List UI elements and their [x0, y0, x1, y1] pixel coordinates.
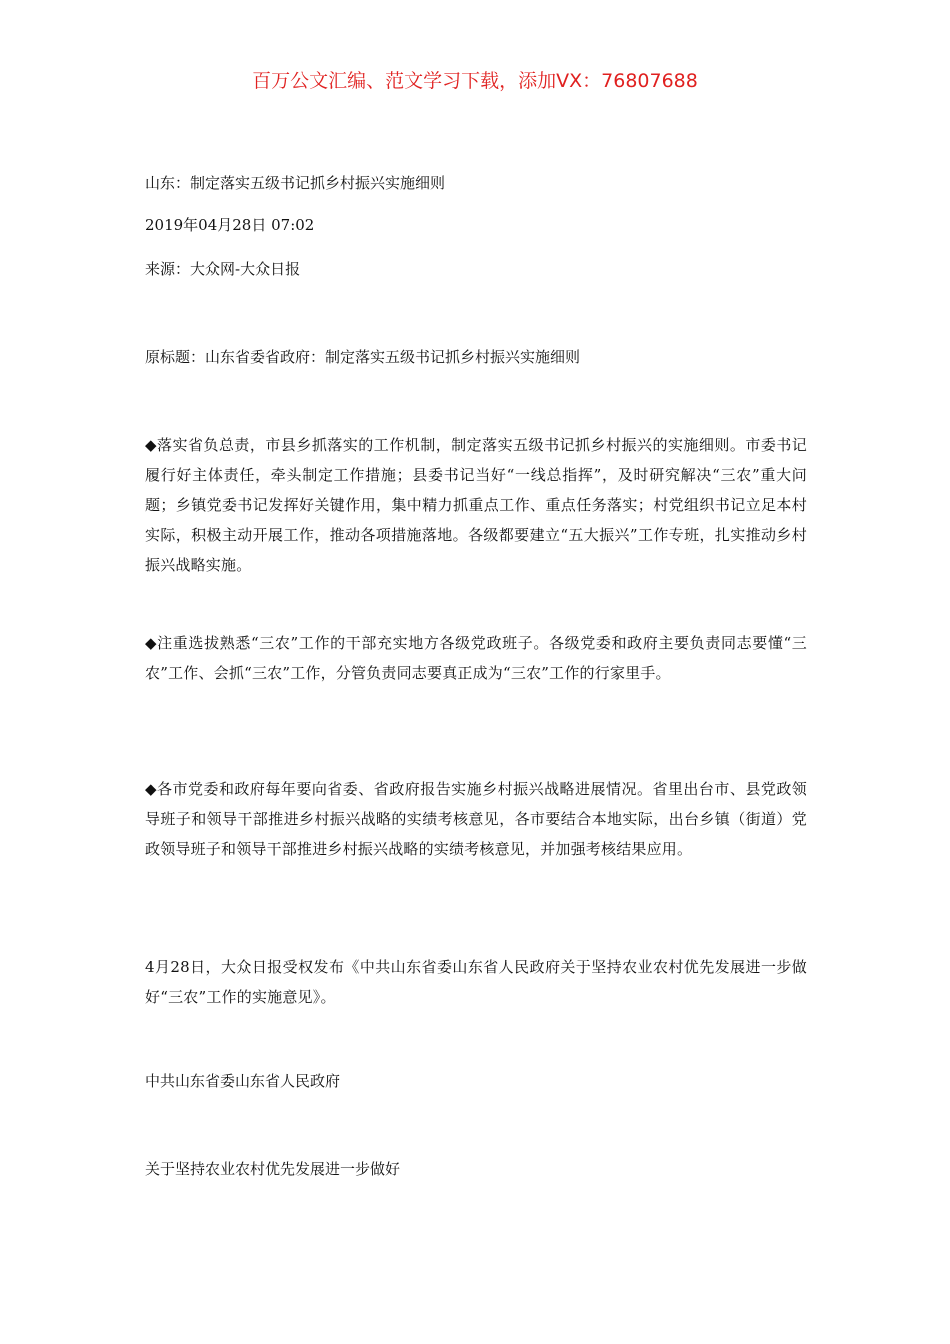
article-title: 山东：制定落实五级书记抓乡村振兴实施细则 — [145, 174, 446, 192]
paragraph-3: ◆各市党委和政府每年要向省委、省政府报告实施乡村振兴战略进展情况。省里出台市、县党政领导班子和领导干部推进乡村振兴战略的实绩考核意见，各市要结合本地实际，出台乡镇（街道）党政领导班子和领导干部推进乡村振兴战略的实绩考核意见，并加强考核结果应用。 — [145, 780, 807, 858]
original-title: 原标题：山东省委省政府：制定落实五级书记抓乡村振兴实施细则 — [145, 348, 581, 366]
document-title-line: 关于坚持农业农村优先发展进一步做好 — [145, 1160, 401, 1178]
paragraph-2: ◆注重选拔熟悉“三农”工作的干部充实地方各级党政班子。各级党委和政府主要负责同志要懂“三农”工作、会抓“三农”工作，分管负责同志要真正成为“三农”工作的行家里手。 — [145, 634, 807, 682]
issuer-line: 中共山东省委山东省人民政府 — [145, 1072, 341, 1090]
banner-text: 百万公文汇编、范文学习下载，添加VX：76807688 — [252, 70, 698, 92]
paragraph-4: 4月28日，大众日报受权发布《中共山东省委山东省人民政府关于坚持农业农村优先发展进一步做好“三农”工作的实施意见》。 — [145, 958, 807, 1006]
article-date: 2019年04月28日 07:02 — [145, 216, 315, 234]
article-source: 来源：大众网-大众日报 — [145, 260, 301, 278]
banner-header — [0, 66, 950, 96]
paragraph-1: ◆落实省负总责，市县乡抓落实的工作机制，制定落实五级书记抓乡村振兴的实施细则。市委书记履行好主体责任，牵头制定工作措施；县委书记当好“一线总指挥”，及时研究解决“三农”重大问题；乡镇党委书记发挥好关键作用，集中精力抓重点工作、重点任务落实；村党组织书记立足本村实际，积极主动开展工作，推动各项措施落地。各级都要建立“五大振兴”工作专班，扎实推动乡村振兴战略实施。 — [145, 436, 807, 574]
